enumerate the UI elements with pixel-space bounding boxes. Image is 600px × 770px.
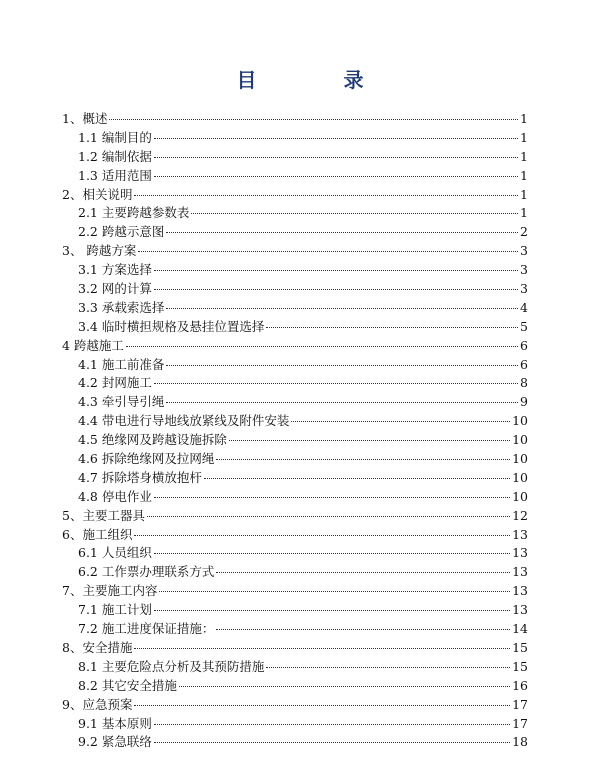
toc-section-entry[interactable] xyxy=(62,110,528,129)
toc-entry-label: 6、施工组织 xyxy=(62,526,133,542)
dot-leader xyxy=(216,459,510,460)
toc-subsection-entry[interactable] xyxy=(62,431,528,450)
toc-page-number: 13 xyxy=(512,583,528,599)
toc-page-number: 15 xyxy=(512,658,528,674)
toc-entry-label: 3.3 承载索选择 xyxy=(78,299,165,315)
dot-leader xyxy=(166,232,518,233)
dot-leader xyxy=(154,742,510,743)
toc-entry-label: 8.2 其它安全措施 xyxy=(78,677,177,693)
dot-leader xyxy=(138,251,518,252)
toc-page-number: 6 xyxy=(520,356,528,372)
toc-page-number: 8 xyxy=(520,375,528,391)
toc-entry-label: 4.5 绝缘网及跨越设施拆除 xyxy=(78,432,227,448)
dot-leader xyxy=(134,535,510,536)
toc-page-number: 4 xyxy=(520,299,528,315)
toc-page-number: 5 xyxy=(520,318,528,334)
toc-page-number: 12 xyxy=(512,507,528,523)
toc-entry-label: 4.1 施工前准备 xyxy=(78,356,165,372)
dot-leader xyxy=(216,572,510,573)
toc-section-entry[interactable] xyxy=(62,696,528,715)
toc-subsection-entry[interactable] xyxy=(62,620,528,639)
toc-page-number: 1 xyxy=(520,186,528,202)
toc-subsection-entry[interactable] xyxy=(62,563,528,582)
toc-subsection-entry[interactable] xyxy=(62,299,528,318)
toc-page-number: 10 xyxy=(512,432,528,448)
toc-subsection-entry[interactable] xyxy=(62,544,528,563)
toc-section-entry[interactable] xyxy=(62,526,528,545)
dot-leader xyxy=(216,629,510,630)
toc-entry-label: 7、主要施工内容 xyxy=(62,583,158,599)
page-title: 目 录 xyxy=(236,68,404,92)
toc-page-number: 10 xyxy=(512,469,528,485)
toc-page-number: 1 xyxy=(520,111,528,126)
toc-subsection-entry[interactable] xyxy=(62,488,528,507)
toc-section-entry[interactable] xyxy=(62,186,528,205)
toc-page-number: 14 xyxy=(512,621,528,637)
toc-entry-label: 1、概述 xyxy=(62,111,108,126)
toc-page-number: 13 xyxy=(512,602,528,618)
toc-subsection-entry[interactable] xyxy=(62,318,528,337)
toc-page-number: 18 xyxy=(512,734,528,750)
toc-entry-label: 9、应急预案 xyxy=(62,696,133,712)
toc-page-number: 9 xyxy=(520,394,528,410)
dot-leader xyxy=(159,591,510,592)
toc-page-number: 3 xyxy=(520,262,528,278)
toc-entry-label: 3、 跨越方案 xyxy=(62,243,137,259)
dot-leader xyxy=(291,421,510,422)
dot-leader xyxy=(154,610,510,611)
dot-leader xyxy=(134,705,510,706)
dot-leader xyxy=(109,119,518,120)
toc-subsection-entry[interactable] xyxy=(62,677,528,696)
toc-entry-label: 5、主要工器具 xyxy=(62,507,145,523)
toc-page-number: 6 xyxy=(520,337,528,353)
dot-leader xyxy=(154,176,518,177)
dot-leader xyxy=(154,138,518,139)
toc-entry-label: 9.2 紧急联络 xyxy=(78,734,152,750)
toc-page-number: 16 xyxy=(512,677,528,693)
toc-page-number: 2 xyxy=(520,224,528,240)
dot-leader xyxy=(229,440,510,441)
toc-page-number: 13 xyxy=(512,526,528,542)
toc-subsection-entry[interactable] xyxy=(62,129,528,148)
toc-page-number: 17 xyxy=(512,715,528,731)
toc-subsection-entry[interactable] xyxy=(62,280,528,299)
toc-subsection-entry[interactable] xyxy=(62,204,528,223)
dot-leader xyxy=(266,327,518,328)
toc-section-entry[interactable] xyxy=(62,639,528,658)
toc-entry-label: 6.2 工作票办理联系方式 xyxy=(78,564,215,580)
toc-page-number: 3 xyxy=(520,243,528,259)
dot-leader xyxy=(166,365,518,366)
toc-section-entry[interactable] xyxy=(62,242,528,261)
toc-entry-label: 9.1 基本原则 xyxy=(78,715,152,731)
toc-subsection-entry[interactable] xyxy=(62,393,528,412)
toc-section-entry[interactable] xyxy=(62,337,528,356)
toc-entry-label: 4.4 带电进行导地线放紧线及附件安装 xyxy=(78,413,290,429)
toc-page-number: 10 xyxy=(512,488,528,504)
toc-page-number: 17 xyxy=(512,696,528,712)
toc-section-entry[interactable] xyxy=(62,582,528,601)
toc-entry-label: 4.2 封网施工 xyxy=(78,375,152,391)
dot-leader xyxy=(154,270,518,271)
toc-page-number: 13 xyxy=(512,545,528,561)
toc-entry-label: 4.3 牵引导引绳 xyxy=(78,394,165,410)
dot-leader xyxy=(166,308,518,309)
toc-entry-label: 4.8 停电作业 xyxy=(78,488,152,504)
toc-entry-label: 2.2 跨越示意图 xyxy=(78,224,165,240)
toc-page-number: 1 xyxy=(520,148,528,164)
toc-entry-label: 1.3 适用范围 xyxy=(78,167,152,183)
dot-leader xyxy=(266,667,510,668)
toc-entry-label: 3.4 临时横担规格及悬挂位置选择 xyxy=(78,318,265,334)
toc-page-number: 13 xyxy=(512,564,528,580)
toc-subsection-entry[interactable] xyxy=(62,658,528,677)
dot-leader xyxy=(154,157,518,158)
toc-subsection-entry[interactable] xyxy=(62,261,528,280)
toc-page-number: 15 xyxy=(512,639,528,655)
dot-leader xyxy=(154,383,518,384)
dot-leader xyxy=(166,402,518,403)
toc-entry-label: 4 跨越施工 xyxy=(62,337,124,353)
toc-subsection-entry[interactable] xyxy=(62,412,528,431)
dot-leader xyxy=(134,195,518,196)
toc-subsection-entry[interactable] xyxy=(62,601,528,620)
toc-subsection-entry[interactable] xyxy=(62,148,528,167)
toc-section-entry[interactable] xyxy=(62,507,528,526)
toc-subsection-entry[interactable] xyxy=(62,469,528,488)
dot-leader xyxy=(191,213,518,214)
toc-subsection-entry[interactable] xyxy=(62,733,528,752)
dot-leader xyxy=(154,724,510,725)
toc-subsection-entry[interactable] xyxy=(62,356,528,375)
toc-subsection-entry[interactable] xyxy=(62,167,528,186)
toc-entry-label: 7.2 施工进度保证措施： xyxy=(78,621,215,637)
dot-leader xyxy=(154,553,510,554)
toc-page-number: 10 xyxy=(512,413,528,429)
toc-page-number: 1 xyxy=(520,167,528,183)
toc-subsection-entry[interactable] xyxy=(62,450,528,469)
toc-subsection-entry[interactable] xyxy=(62,715,528,734)
toc-entry-label: 3.1 方案选择 xyxy=(78,262,152,278)
toc-page-number: 10 xyxy=(512,451,528,467)
toc-page-number: 3 xyxy=(520,281,528,297)
toc-entry-label: 2.1 主要跨越参数表 xyxy=(78,205,190,221)
dot-leader xyxy=(134,648,510,649)
toc-entry-label: 8、安全措施 xyxy=(62,639,133,655)
dot-leader xyxy=(204,478,510,479)
toc-entry-label: 1.2 编制依据 xyxy=(78,148,152,164)
dot-leader xyxy=(154,497,510,498)
toc-subsection-entry[interactable] xyxy=(62,374,528,393)
toc-page-number: 1 xyxy=(520,205,528,221)
dot-leader xyxy=(147,516,510,517)
toc-entry-label: 2、相关说明 xyxy=(62,186,133,202)
table-of-contents xyxy=(62,110,528,752)
toc-entry-label: 4.7 拆除塔身横放抱杆 xyxy=(78,469,202,485)
toc-page-number: 1 xyxy=(520,129,528,145)
toc-entry-label: 3.2 网的计算 xyxy=(78,281,152,297)
dot-leader xyxy=(126,346,518,347)
toc-subsection-entry[interactable] xyxy=(62,223,528,242)
toc-entry-label: 4.6 拆除绝缘网及拉网绳 xyxy=(78,451,215,467)
toc-entry-label: 6.1 人员组织 xyxy=(78,545,152,561)
toc-entry-label: 1.1 编制目的 xyxy=(78,129,152,145)
dot-leader xyxy=(179,686,510,687)
toc-entry-label: 8.1 主要危险点分析及其预防措施 xyxy=(78,658,265,674)
toc-entry-label: 7.1 施工计划 xyxy=(78,602,152,618)
dot-leader xyxy=(154,289,518,290)
